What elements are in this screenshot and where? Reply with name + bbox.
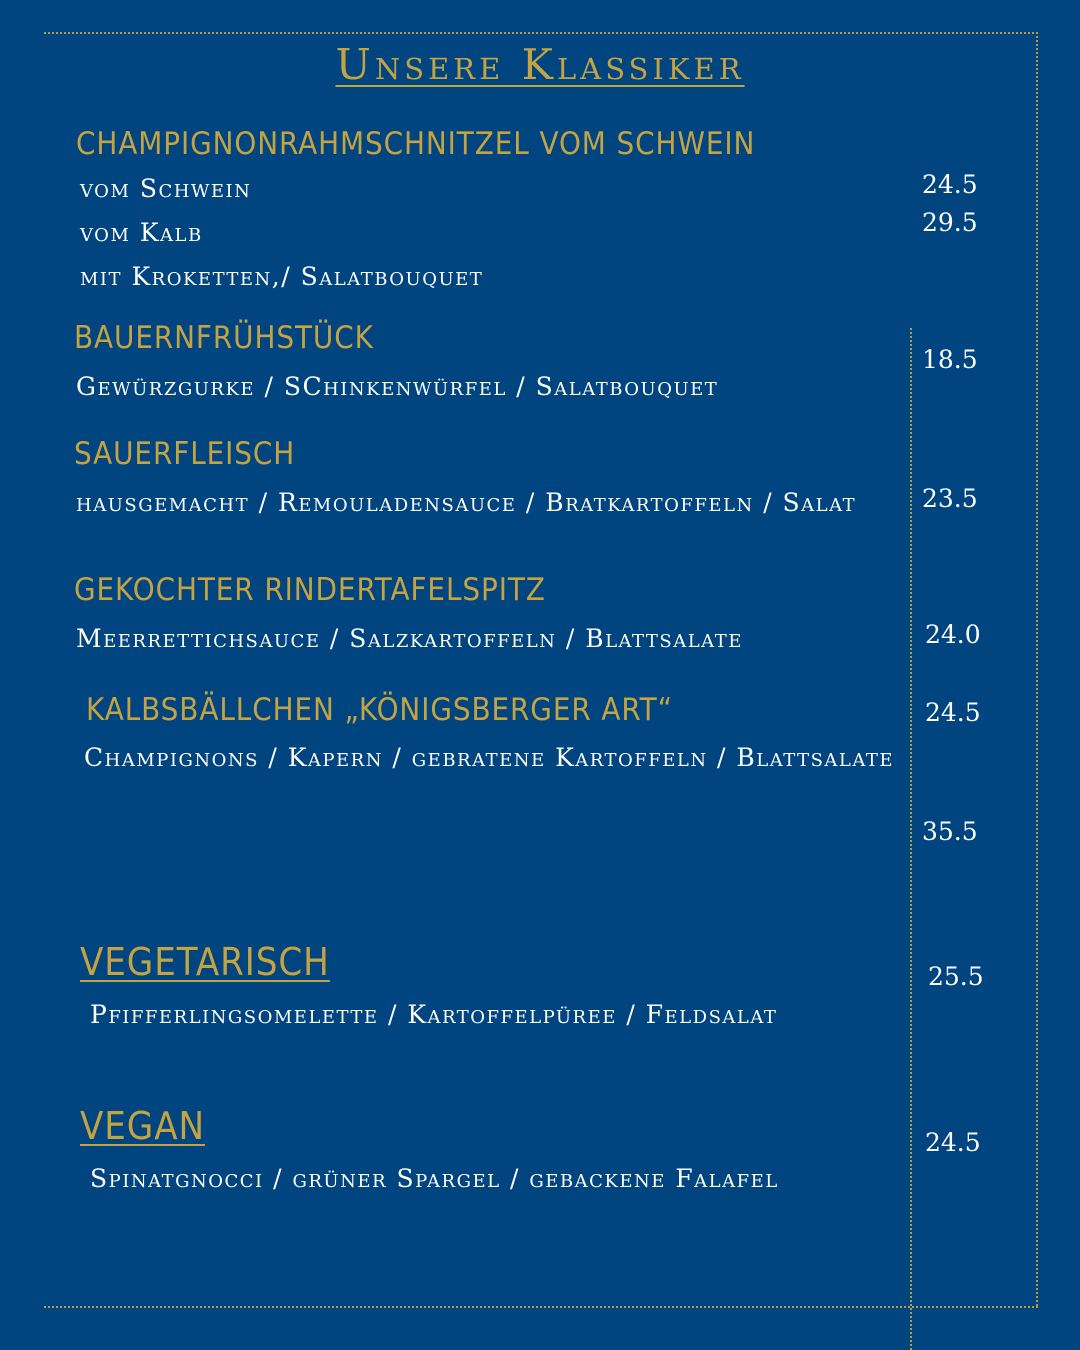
dish-name: CHAMPIGNONRAHMSCHNITZEL VOM SCHWEIN [76,126,756,162]
dish-description: Gewürzgurke / SChinkenwürfel / Salatbouquet [76,372,719,401]
section-heading-vegan: VEGAN [80,1104,205,1148]
dish-description: Meerrettichsauce / Salzkartoffeln / Blattsalate [76,624,743,653]
frame-top-border [44,32,1038,34]
dish-name: SAUERFLEISCH [74,436,296,472]
dish-price: 24.0 [925,620,981,649]
dish-option: vom Schwein [80,174,252,203]
dish-description: Spinatgnocci / grüner Spargel / gebackene Falafel [90,1164,779,1193]
dish-price: 24.5 [925,698,981,727]
frame-right-border [1036,32,1038,1306]
dish-description: hausgemacht / Remouladensauce / Bratkartoffeln / Salat [76,488,857,517]
dish-option: vom Kalb [80,218,203,247]
menu-title-text: Unsere Klassiker [335,40,745,89]
price-column-divider [910,328,912,1350]
dish-description: Pfifferlingsomelette / Kartoffelpüree / Feldsalat [90,1000,778,1029]
dish-price: 24.5 [925,1128,981,1157]
frame-bottom-border [44,1306,1038,1308]
dish-description: Champignons / Kapern / gebratene Kartoffeln / Blattsalate [84,743,895,772]
dish-price: 18.5 [922,345,978,374]
dish-price: 29.5 [922,208,978,237]
dish-description: mit Kroketten,/ Salatbouquet [80,262,484,291]
dish-name: GEKOCHTER RINDERTAFELSPITZ [74,572,546,608]
dish-price: 24.5 [922,170,978,199]
section-heading-vegetarian: VEGETARISCH [80,940,330,984]
menu-title [0,40,1080,89]
dish-name: BAUERNFRÜHSTÜCK [74,320,374,356]
dish-name: KALBSBÄLLCHEN „KÖNIGSBERGER ART“ [86,692,673,728]
dish-price: 23.5 [922,484,978,513]
dish-price: 35.5 [922,817,978,846]
dish-price: 25.5 [928,962,984,991]
